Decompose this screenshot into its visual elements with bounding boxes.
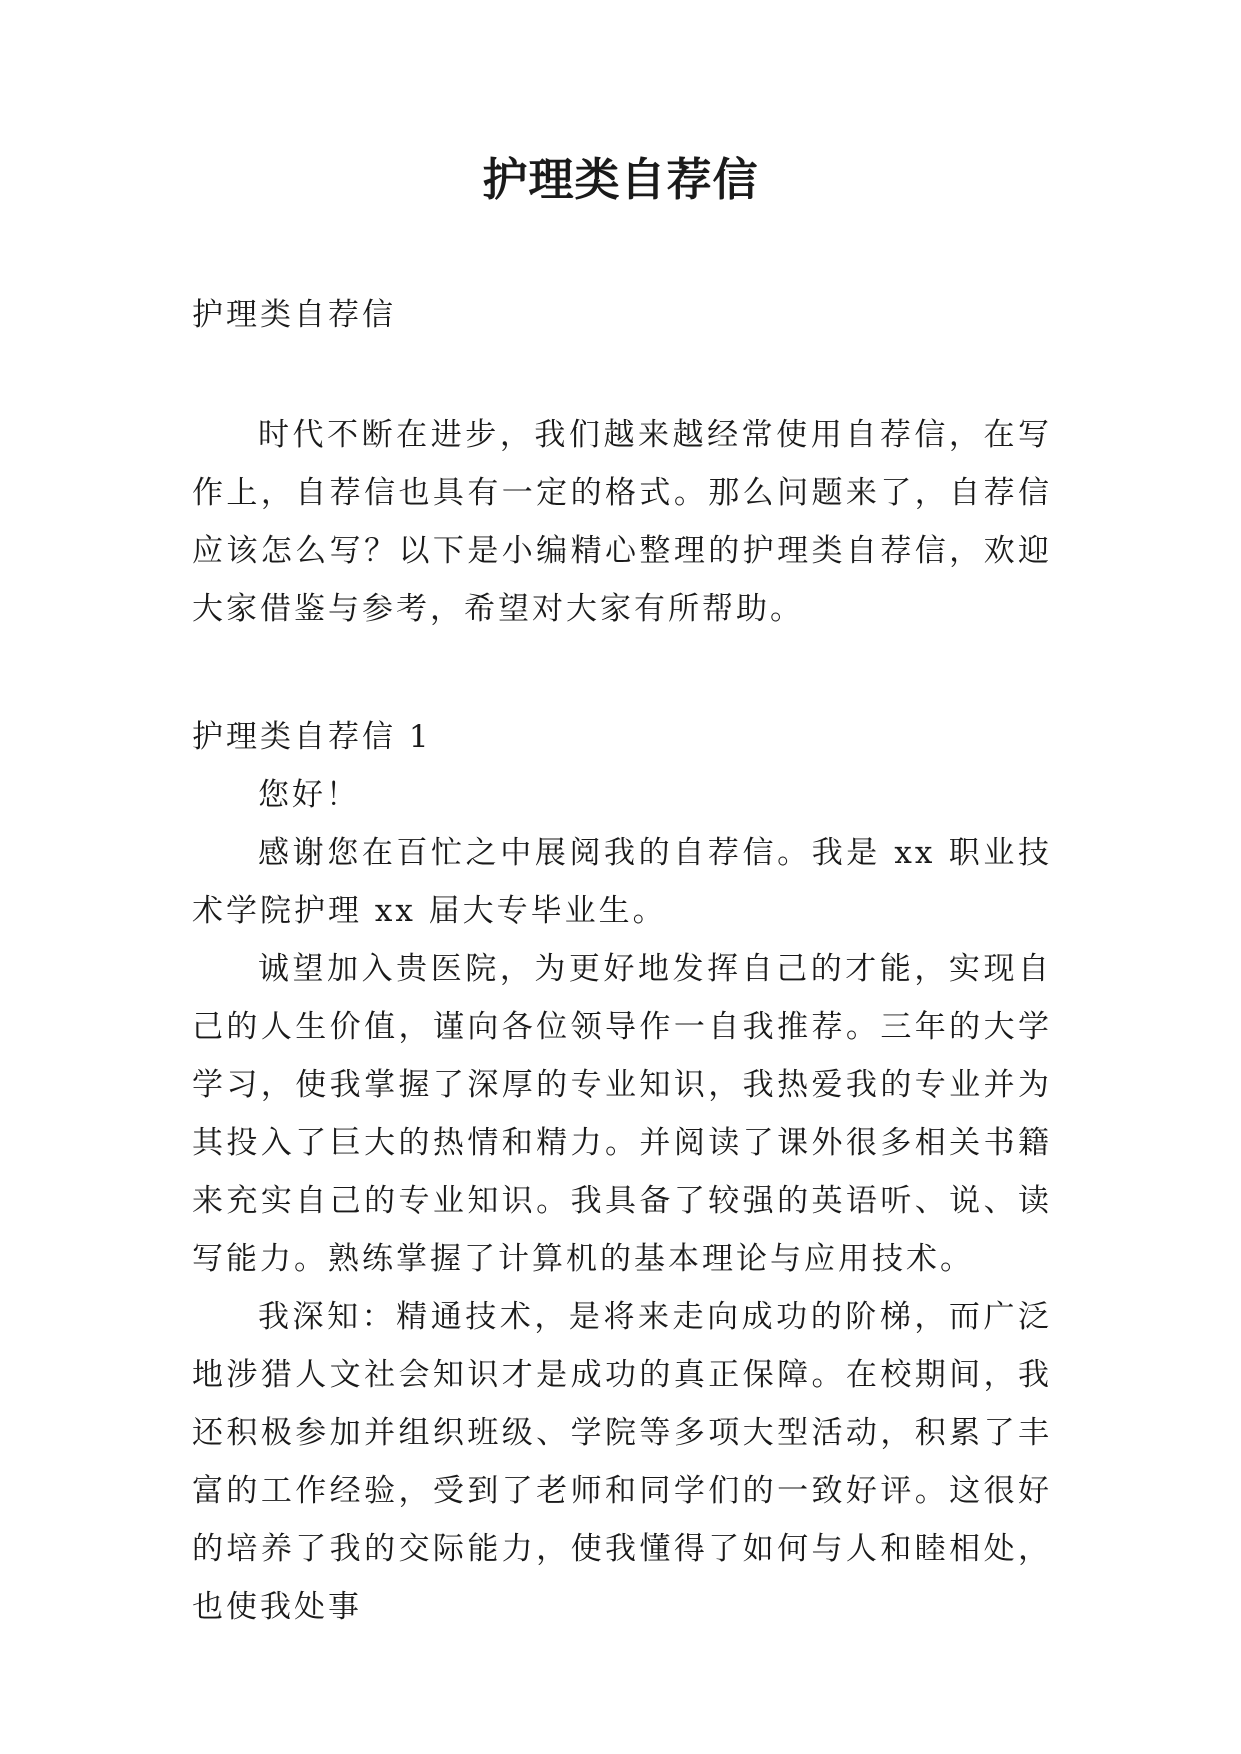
body-paragraph-1: 感谢您在百忙之中展阅我的自荐信。我是 xx 职业技术学院护理 xx 届大专毕业生。 — [192, 835, 1052, 929]
body-paragraph-2: 诚望加入贵医院，为更好地发挥自己的才能，实现自己的人生价值，谨向各位领导作一自我推荐。三年的大学学习，使我掌握了深厚的专业知识，我热爱我的专业并为其投入了巨大的热情和精力。并阅读了课外很多相关书籍来充实自己的专业知识。我具备了较强的英语听、说、读写能力。熟练掌握了计算机的基本理论与应用技术。 — [192, 951, 1052, 1277]
body-paragraph-3: 我深知：精通技术，是将来走向成功的阶梯，而广泛地涉猎人文社会知识才是成功的真正保障。在校期间，我还积极参加并组织班级、学院等多项大型活动，积累了丰富的工作经验，受到了老师和同学们的一致好评。这很好的培养了我的交际能力，使我懂得了如何与人和睦相处，也使我处事 — [192, 1299, 1052, 1625]
document-subtitle: 护理类自荐信 — [192, 297, 396, 333]
document-body — [192, 406, 1052, 1636]
greeting-line: 您好！ — [258, 777, 360, 813]
paragraph-gap — [192, 638, 1052, 708]
section-heading: 护理类自荐信 1 — [192, 719, 432, 755]
document-title: 护理类自荐信 — [482, 153, 759, 206]
intro-paragraph: 时代不断在进步，我们越来越经常使用自荐信，在写作上，自荐信也具有一定的格式。那么问题来了，自荐信应该怎么写？以下是小编精心整理的护理类自荐信，欢迎大家借鉴与参考，希望对大家有所帮助。 — [192, 417, 1052, 627]
